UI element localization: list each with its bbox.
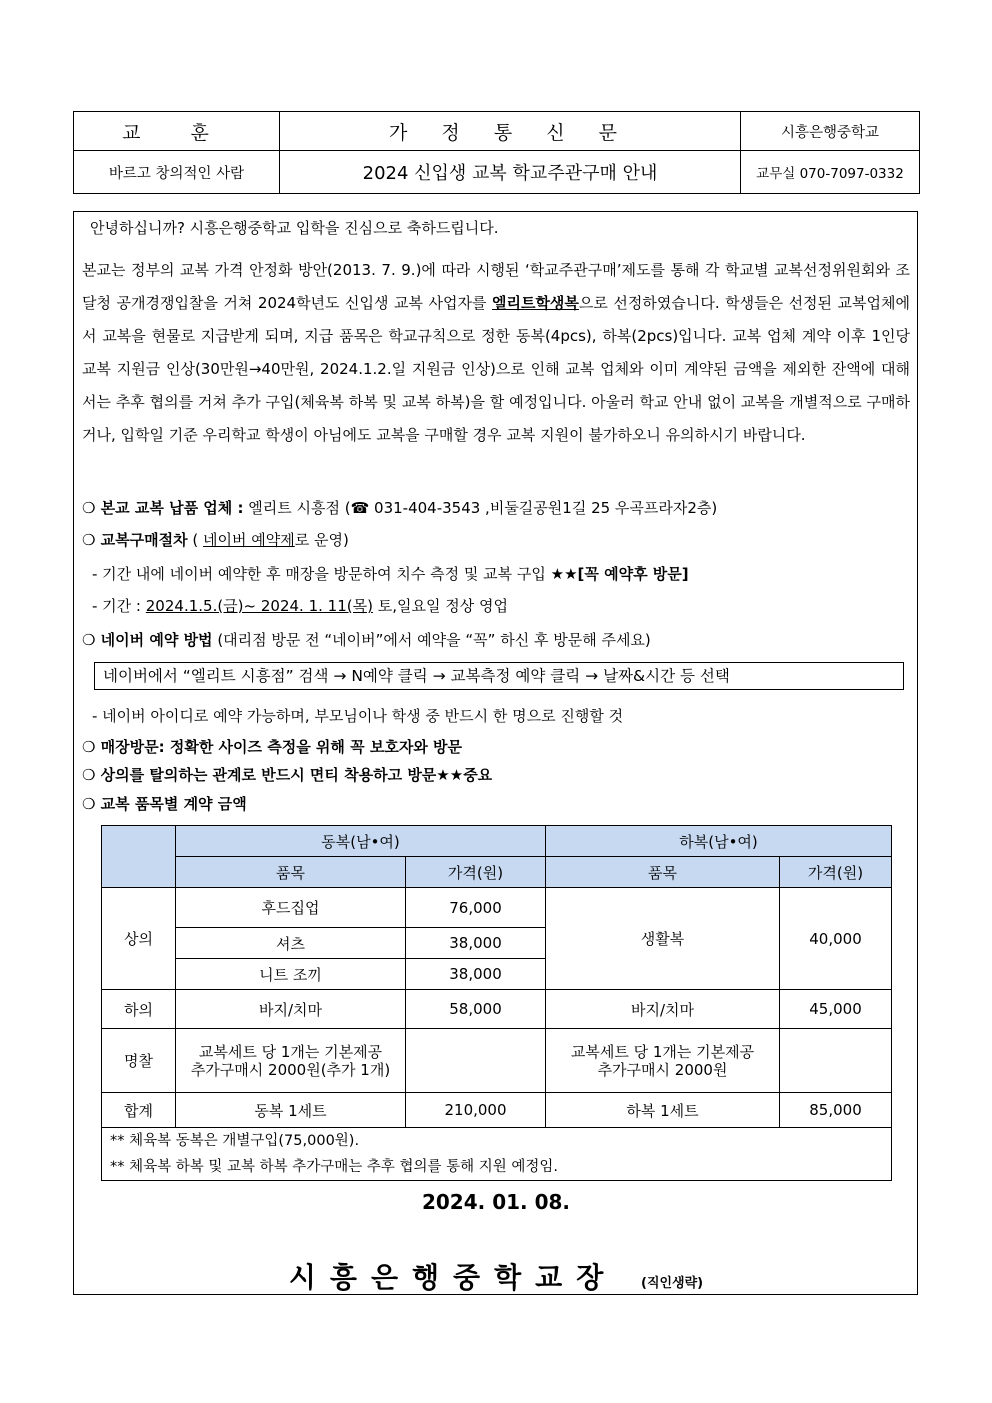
motto-label: 교 훈 [74, 112, 280, 151]
procedure-line: ❍ 교복구매절차 ( 네이버 예약제로 운영) [82, 531, 349, 549]
winter-price-header: 가격(원) [406, 857, 546, 888]
vendor-line: ❍ 본교 교복 납품 업체 : 엘리트 시흥점 (☎ 031-404-3543 ,비둘길공원1길 25 우곡프라자2층) [82, 499, 718, 517]
winter-total-item: 동복 1세트 [176, 1093, 406, 1128]
winter-top-price: 76,000 [406, 888, 546, 928]
winter-top-item: 셔츠 [176, 928, 406, 959]
winter-top-price: 38,000 [406, 959, 546, 990]
summer-bottom-item: 바지/치마 [546, 990, 780, 1029]
row-label-top: 상의 [102, 888, 176, 990]
winter-bottom-price: 58,000 [406, 990, 546, 1029]
winter-total-price: 210,000 [406, 1093, 546, 1128]
summer-top-price: 40,000 [780, 888, 892, 990]
price-table [101, 825, 892, 1181]
school-name: 시흥은행중학교 [741, 112, 920, 151]
period-dates: 2024.1.5.(금)~ 2024. 1. 11(목) [145, 597, 373, 615]
reservation-method: 네이버 예약제 [203, 531, 295, 549]
procedure-step: - 기간 내에 네이버 예약한 후 매장을 방문하여 치수 측정 및 교복 구입 ★★[꼭 예약후 방문] [92, 565, 689, 583]
winter-bottom-item: 바지/치마 [176, 990, 406, 1029]
table-notes: ** 체육복 동복은 개별구입(75,000원). ** 체육복 하복 및 교복 하복 추가구매는 추후 협의를 통해 지원 예정임. [102, 1128, 892, 1181]
winter-nametag: 교복세트 당 1개는 기본제공 추가구매시 2000원(추가 1개) [176, 1029, 406, 1093]
mask-notice: ❍ 상의를 탈의하는 관계로 반드시 면티 착용하고 방문★★중요 [82, 766, 493, 784]
summer-nametag: 교복세트 당 1개는 기본제공 추가구매시 2000원 [546, 1029, 780, 1093]
row-label-bottom: 하의 [102, 990, 176, 1029]
winter-header: 동복(남•여) [176, 826, 546, 857]
summer-total-price: 85,000 [780, 1093, 892, 1128]
issue-date: 2024. 01. 08. [421, 1190, 571, 1214]
summer-bottom-price: 45,000 [780, 990, 892, 1029]
winter-top-item: 니트 조끼 [176, 959, 406, 990]
winter-item-header: 품목 [176, 857, 406, 888]
winter-top-price: 38,000 [406, 928, 546, 959]
row-label-nametag: 명찰 [102, 1029, 176, 1093]
price-section-title: ❍ 교복 품목별 계약 금액 [82, 795, 247, 813]
reservation-line: ❍ 네이버 예약 방법 (대리점 방문 전 “네이버”에서 예약을 “꼭” 하신 후 방문해 주세요) [82, 631, 651, 649]
winter-nametag-price [406, 1029, 546, 1093]
vendor-name: 엘리트학생복 [491, 294, 579, 312]
summer-nametag-price [780, 1029, 892, 1093]
intro-paragraph: 본교는 정부의 교복 가격 안정화 방안(2013. 7. 9.)에 따라 시행된 ‘학교주관구매’제도를 통해 각 학교별 교복선정위원회와 조달청 공개경쟁입찰을 거쳐 2024학년도 신입생 교복 사업자를 엘리트학생복으로 선정하였습니다. 학생들은 선정된 교복업체에서 교복을 현물로 지급받게 되며, 지급 품목은 학교규칙으로 정한 동복(4pcs), 하복(2pcs)입니다. 교복 업체 계약 이후 1인당 교복 지원금 인상(30만원→40만원, 2024.1.2.일 지원금 인상)으로 인해 교복 업체와 이미 계약된 금액을 제외한 잔액에 대해서는 추후 협의를 거쳐 추가 구입(체육복 하복 및 교복 하복)을 할 예정입니다. 아울러 학교 안내 없이 교복을 개별적으로 구매하거나, 입학일 기준 우리학교 학생이 아님에도 교복을 구매할 경우 교복 지원이 불가하오니 유의하시기 바랍니다. [82, 261, 910, 444]
visit-notice: ❍ 매장방문: 정확한 사이즈 측정을 위해 꼭 보호자와 방문 [82, 738, 463, 756]
reservation-remark: - 네이버 아이디로 예약 가능하며, 부모님이나 학생 중 반드시 한 명으로 진행할 것 [92, 707, 624, 725]
greeting: 안녕하십니까? 시흥은행중학교 입학을 진심으로 축하드립니다. [90, 219, 499, 237]
office-phone: 교무실 070-7097-0332 [741, 151, 920, 194]
document-title: 가 정 통 신 문 [280, 112, 741, 151]
seal-omitted-note: (직인생략) [641, 1276, 704, 1291]
row-label-total: 합계 [102, 1093, 176, 1128]
header-table [73, 111, 920, 194]
reservation-route-box: 네이버에서 “엘리트 시흥점” 검색 → N예약 클릭 → 교복측정 예약 클릭 → 날짜&시간 등 선택 [94, 662, 904, 690]
summer-price-header: 가격(원) [780, 857, 892, 888]
period-line: - 기간 : 2024.1.5.(금)~ 2024. 1. 11(목) 토,일요일 정상 영업 [92, 597, 508, 615]
summer-total-item: 하복 1세트 [546, 1093, 780, 1128]
summer-header: 하복(남•여) [546, 826, 892, 857]
winter-top-item: 후드집업 [176, 888, 406, 928]
principal-signature: 시흥은행중학교장 (직인생략) [288, 1261, 704, 1294]
document-subject: 2024 신입생 교복 학교주관구매 안내 [280, 151, 741, 194]
corner-cell [102, 826, 176, 888]
summer-item-header: 품목 [546, 857, 780, 888]
summer-top-item: 생활복 [546, 888, 780, 990]
school-motto: 바르고 창의적인 사람 [74, 151, 280, 194]
